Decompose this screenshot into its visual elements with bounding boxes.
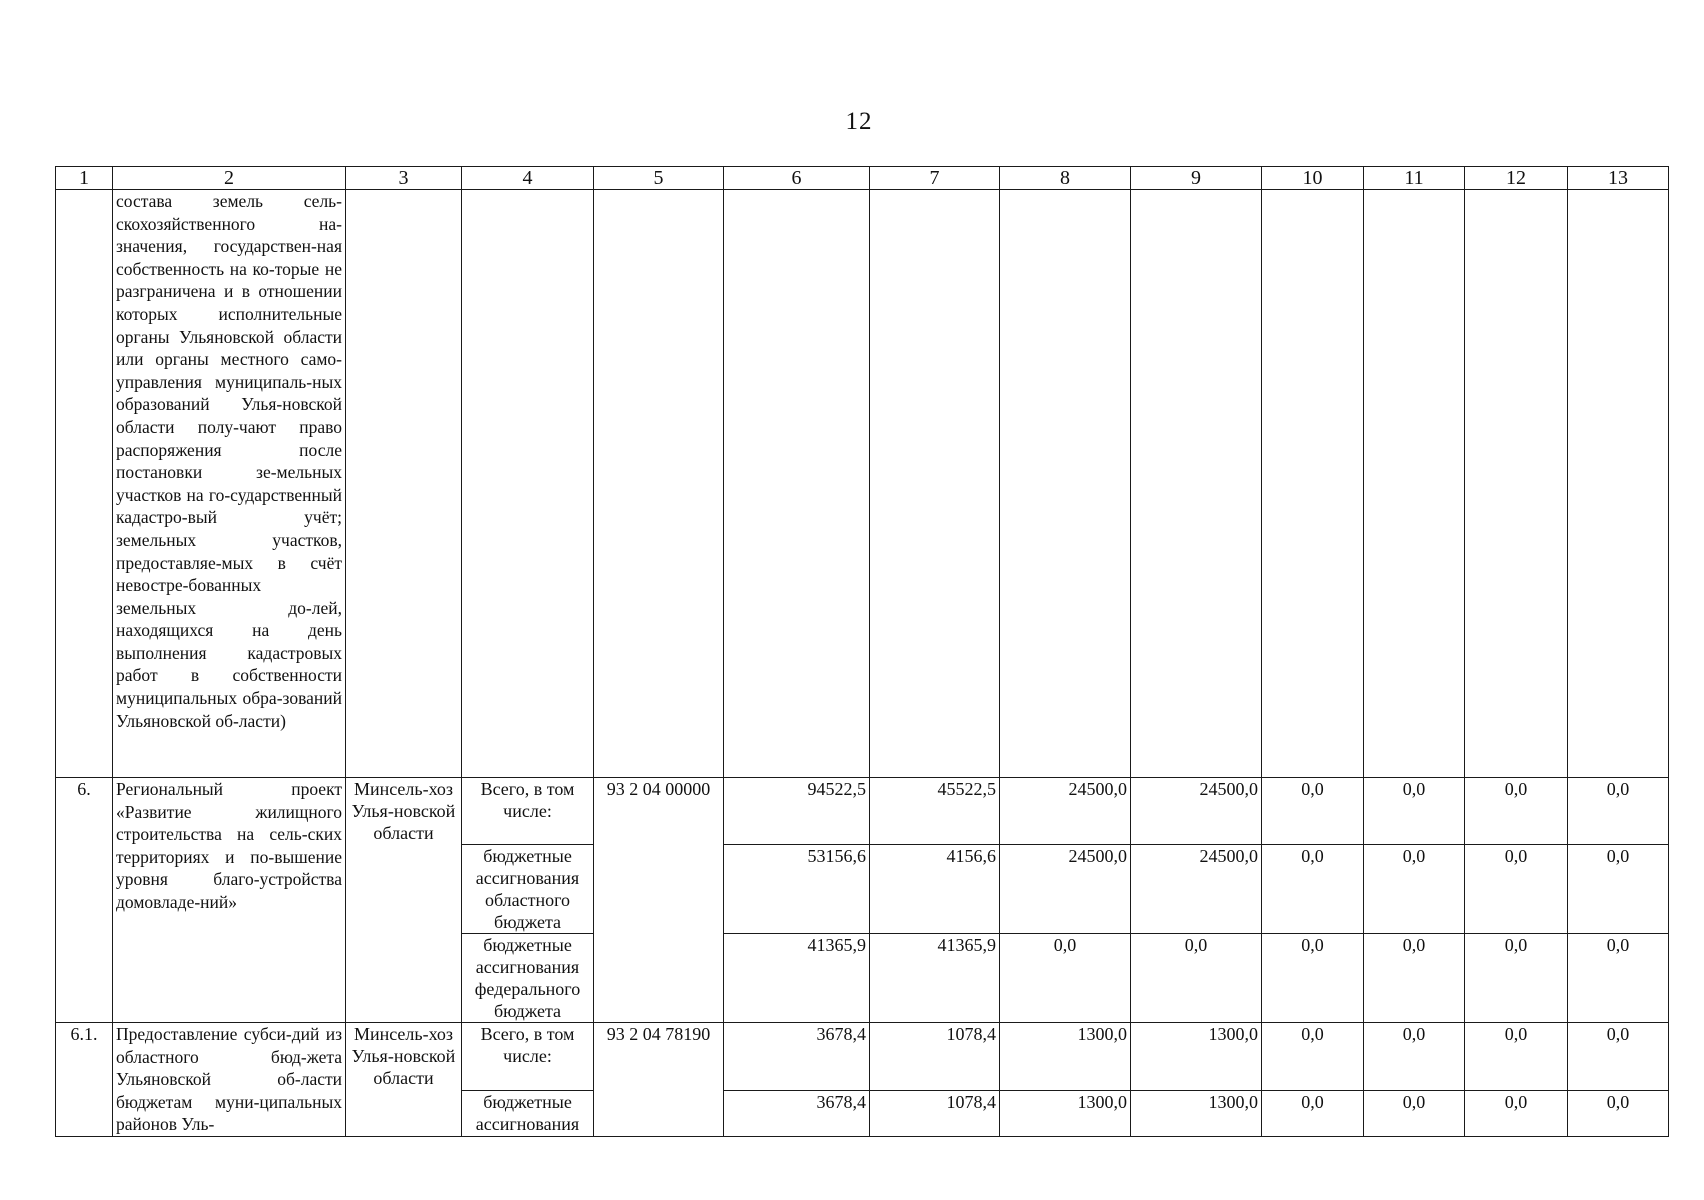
- code-cell: [594, 190, 724, 778]
- value-cell: 0,0: [1262, 934, 1364, 1023]
- column-header: 2: [113, 167, 346, 190]
- column-numbers-row: [56, 167, 1669, 190]
- value-cell: 1300,0: [1000, 1091, 1131, 1137]
- code-cell: 93 2 04 00000: [594, 778, 724, 1023]
- num-cell: [56, 190, 113, 778]
- budget-table: [55, 166, 1669, 1137]
- column-header: 9: [1131, 167, 1262, 190]
- value-cell: 1300,0: [1131, 1023, 1262, 1091]
- num-cell: 6.1.: [56, 1023, 113, 1137]
- value-cell: 0,0: [1465, 1023, 1568, 1091]
- value-cell: [1000, 190, 1131, 778]
- description-cell: Региональный проект «Развитие жилищного строительства на сель-ских территориях и по-вышение уровня благо-устройства домовладе-ний»: [113, 778, 346, 1023]
- value-cell: 0,0: [1568, 1023, 1669, 1091]
- value-cell: 0,0: [1262, 845, 1364, 934]
- table-row: [56, 778, 1669, 845]
- value-cell: 53156,6: [724, 845, 870, 934]
- column-header: 1: [56, 167, 113, 190]
- value-cell: 0,0: [1262, 778, 1364, 845]
- value-cell: 0,0: [1465, 934, 1568, 1023]
- source-cell: [462, 190, 594, 778]
- executor-cell: Минсель-хоз Улья-новской области: [346, 1023, 462, 1137]
- table-row: [56, 1023, 1669, 1091]
- value-cell: 3678,4: [724, 1091, 870, 1137]
- source-cell: Всего, в том числе:: [462, 1023, 594, 1091]
- column-header: 3: [346, 167, 462, 190]
- column-header: 5: [594, 167, 724, 190]
- value-cell: 1300,0: [1131, 1091, 1262, 1137]
- value-cell: [870, 190, 1000, 778]
- value-cell: 0,0: [1568, 934, 1669, 1023]
- column-header: 4: [462, 167, 594, 190]
- value-cell: [1568, 190, 1669, 778]
- source-cell: бюджетные ассигнования: [462, 1091, 594, 1137]
- column-header: 10: [1262, 167, 1364, 190]
- source-cell: бюджетные ассигнования областного бюджета: [462, 845, 594, 934]
- value-cell: [1465, 190, 1568, 778]
- value-cell: 24500,0: [1000, 845, 1131, 934]
- value-cell: 1078,4: [870, 1091, 1000, 1137]
- column-header: 8: [1000, 167, 1131, 190]
- value-cell: 0,0: [1465, 845, 1568, 934]
- source-cell: Всего, в том числе:: [462, 778, 594, 845]
- value-cell: 0,0: [1131, 934, 1262, 1023]
- value-cell: 41365,9: [870, 934, 1000, 1023]
- value-cell: 0,0: [1000, 934, 1131, 1023]
- value-cell: 0,0: [1262, 1091, 1364, 1137]
- value-cell: 0,0: [1364, 1091, 1465, 1137]
- value-cell: [1131, 190, 1262, 778]
- executor-cell: [346, 190, 462, 778]
- value-cell: 0,0: [1465, 1091, 1568, 1137]
- num-cell: 6.: [56, 778, 113, 1023]
- executor-cell: Минсель-хоз Улья-новской области: [346, 778, 462, 1023]
- page-number: 12: [845, 108, 873, 135]
- code-cell: 93 2 04 78190: [594, 1023, 724, 1137]
- value-cell: 0,0: [1568, 845, 1669, 934]
- value-cell: 3678,4: [724, 1023, 870, 1091]
- column-header: 11: [1364, 167, 1465, 190]
- value-cell: 0,0: [1262, 1023, 1364, 1091]
- value-cell: 0,0: [1465, 778, 1568, 845]
- value-cell: [724, 190, 870, 778]
- value-cell: [1364, 190, 1465, 778]
- value-cell: 24500,0: [1131, 845, 1262, 934]
- description-cell: состава земель сель-скохозяйственного на-значения, государствен-ная собственность на ко-торые не разграничена и в отношении которых исполнительные органы Ульяновской области или органы местного само-управления муниципаль-ных образований Улья-новской области полу-чают право распоряжения после постановки зе-мельных участков на го-сударственный кадастро-вый учёт; земельных участков, предоставляе-мых в счёт невостре-бованных земельных до-лей, находящихся на день выполнения кадастровых работ в собственности муниципальных обра-зований Ульяновской об-ласти): [113, 190, 346, 778]
- value-cell: 4156,6: [870, 845, 1000, 934]
- value-cell: 94522,5: [724, 778, 870, 845]
- value-cell: 0,0: [1364, 778, 1465, 845]
- value-cell: 24500,0: [1000, 778, 1131, 845]
- value-cell: 0,0: [1364, 934, 1465, 1023]
- table-row: [56, 190, 1669, 778]
- value-cell: 1300,0: [1000, 1023, 1131, 1091]
- column-header: 12: [1465, 167, 1568, 190]
- value-cell: 41365,9: [724, 934, 870, 1023]
- value-cell: 0,0: [1364, 845, 1465, 934]
- value-cell: 45522,5: [870, 778, 1000, 845]
- column-header: 13: [1568, 167, 1669, 190]
- column-header: 7: [870, 167, 1000, 190]
- value-cell: [1262, 190, 1364, 778]
- value-cell: 0,0: [1568, 1091, 1669, 1137]
- source-cell: бюджетные ассигнования федерального бюджета: [462, 934, 594, 1023]
- value-cell: 1078,4: [870, 1023, 1000, 1091]
- value-cell: 0,0: [1364, 1023, 1465, 1091]
- description-cell: Предоставление субси-дий из областного бюд-жета Ульяновской об-ласти бюджетам муни-ципальных районов Уль-: [113, 1023, 346, 1137]
- value-cell: 0,0: [1568, 778, 1669, 845]
- value-cell: 24500,0: [1131, 778, 1262, 845]
- column-header: 6: [724, 167, 870, 190]
